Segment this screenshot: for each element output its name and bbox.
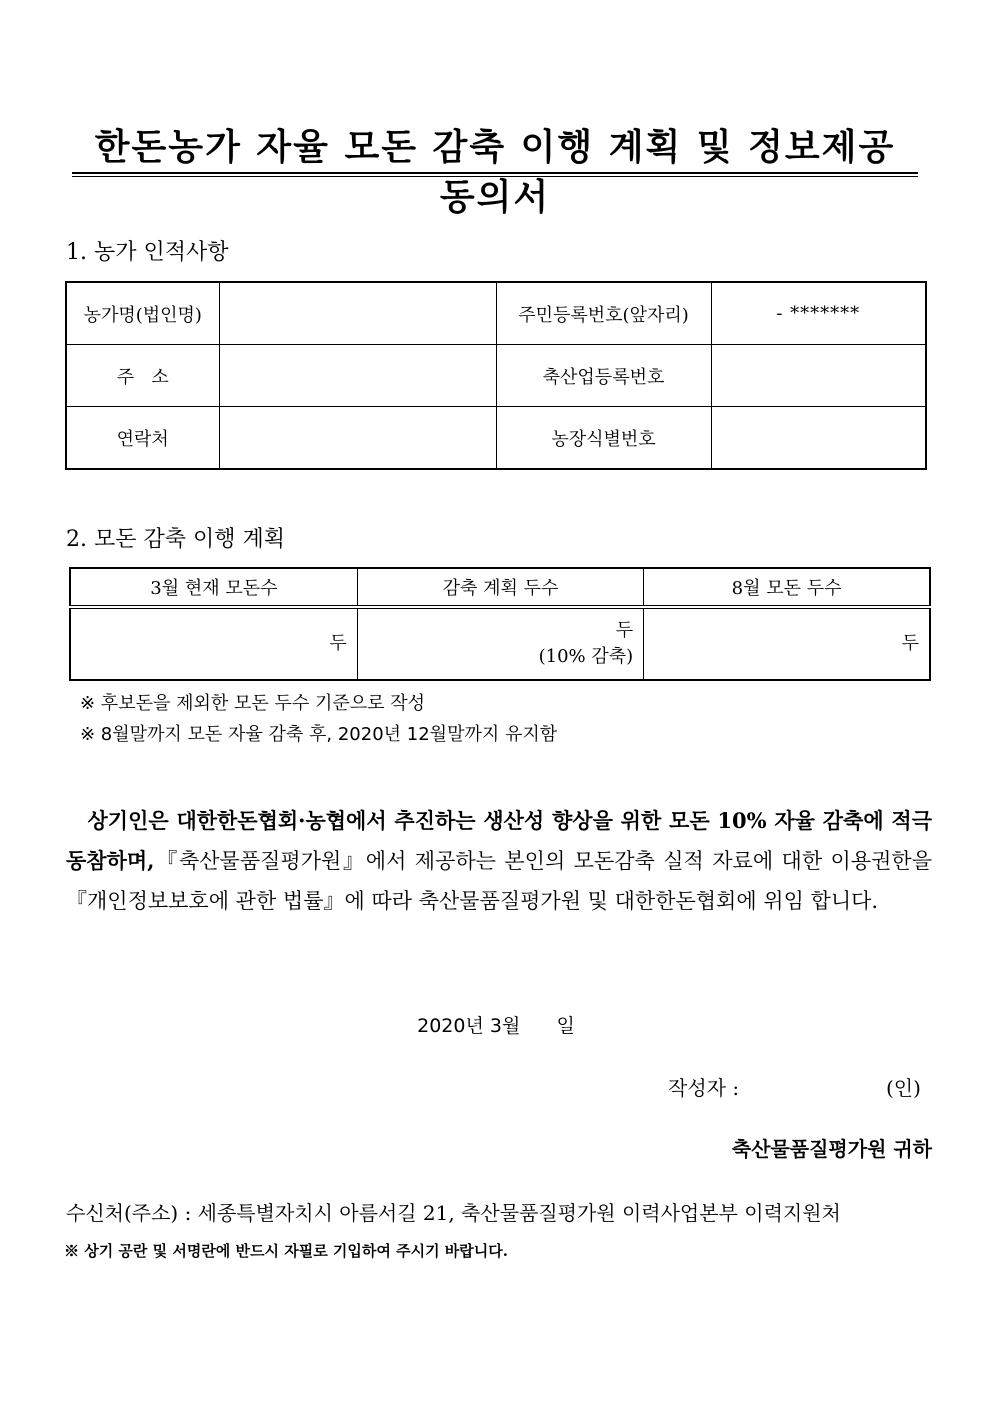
note-line: ※ 후보돈을 제외한 모돈 두수 기준으로 작성 [80,693,426,714]
table-header-row [70,568,930,607]
section2-heading: 2. 모돈 감축 이행 계획 [66,527,285,552]
col-header-august-sows: 8월 모돈 두수 [644,568,930,607]
title-underline [72,172,918,174]
march-sows-field[interactable] [70,607,357,680]
seal-mark[interactable]: (인) [886,1076,921,1100]
col-header-reduction-plan: 감축 계획 두수 [357,568,643,607]
address-label: 주 소 [66,345,219,407]
consent-bold-text: 상기인은 대한한돈협회·농협에서 추진하는 생산성 향상을 위한 모돈 10% 자율 감축에 적극 동참하며, [66,808,932,873]
table-row [66,282,926,345]
unit-label: 두 [901,633,919,654]
reduction-plan-table [69,567,931,681]
contact-field[interactable] [219,407,496,470]
resident-number-label: 주민등록번호(앞자리) [496,282,711,345]
recipient: 축산물품질평가원 귀하 [731,1137,932,1161]
unit-label: 두 [329,633,347,654]
date-line: 2020년 3월 일 [417,1015,575,1037]
author-label: 작성자 : [668,1076,740,1100]
reduction-plan-field[interactable] [357,607,643,680]
footnote: ※ 상기 공란 및 서명란에 반드시 자필로 기입하여 주시기 바랍니다. [64,1242,508,1260]
august-sows-field[interactable] [644,607,930,680]
livestock-reg-label: 축산업등록번호 [496,345,711,407]
table-row [70,607,930,680]
contact-label: 연락처 [66,407,219,470]
address-field[interactable] [219,345,496,407]
reduction-note: (10% 감축) [538,646,634,667]
table-row [66,345,926,407]
col-header-march-sows: 3월 현재 모돈수 [70,568,357,607]
consent-paragraph [66,801,932,921]
section1-heading: 1. 농가 인적사항 [66,240,229,265]
document-title: 한돈농가 자율 모돈 감축 이행 계획 및 정보제공 동의서 [94,126,896,218]
note-line: ※ 8월말까지 모돈 자율 감축 후, 2020년 12월말까지 유지함 [80,724,558,745]
resident-number-field[interactable]: - ******* [711,282,926,345]
farm-id-label: 농장식별번호 [496,407,711,470]
consent-text: 『축산물품질평가원』에서 제공하는 본인의 모돈감축 실적 자료에 대한 이용권한을 『개인정보보호에 관한 법률』에 따라 축산물품질평가원 및 대한한돈협회에 위임 합니다. [66,849,932,913]
recipient-address: 수신처(주소) : 세종특별자치시 아름서길 21, 축산물품질평가원 이력사업본부 이력지원처 [66,1201,841,1225]
farm-name-field[interactable] [219,282,496,345]
farm-name-label: 농가명(법인명) [66,282,219,345]
title-underline-thin [72,176,918,177]
farm-id-field[interactable] [711,407,926,470]
table-row [66,407,926,470]
farm-info-table [65,281,927,470]
livestock-reg-field[interactable] [711,345,926,407]
unit-label: 두 [615,620,634,641]
